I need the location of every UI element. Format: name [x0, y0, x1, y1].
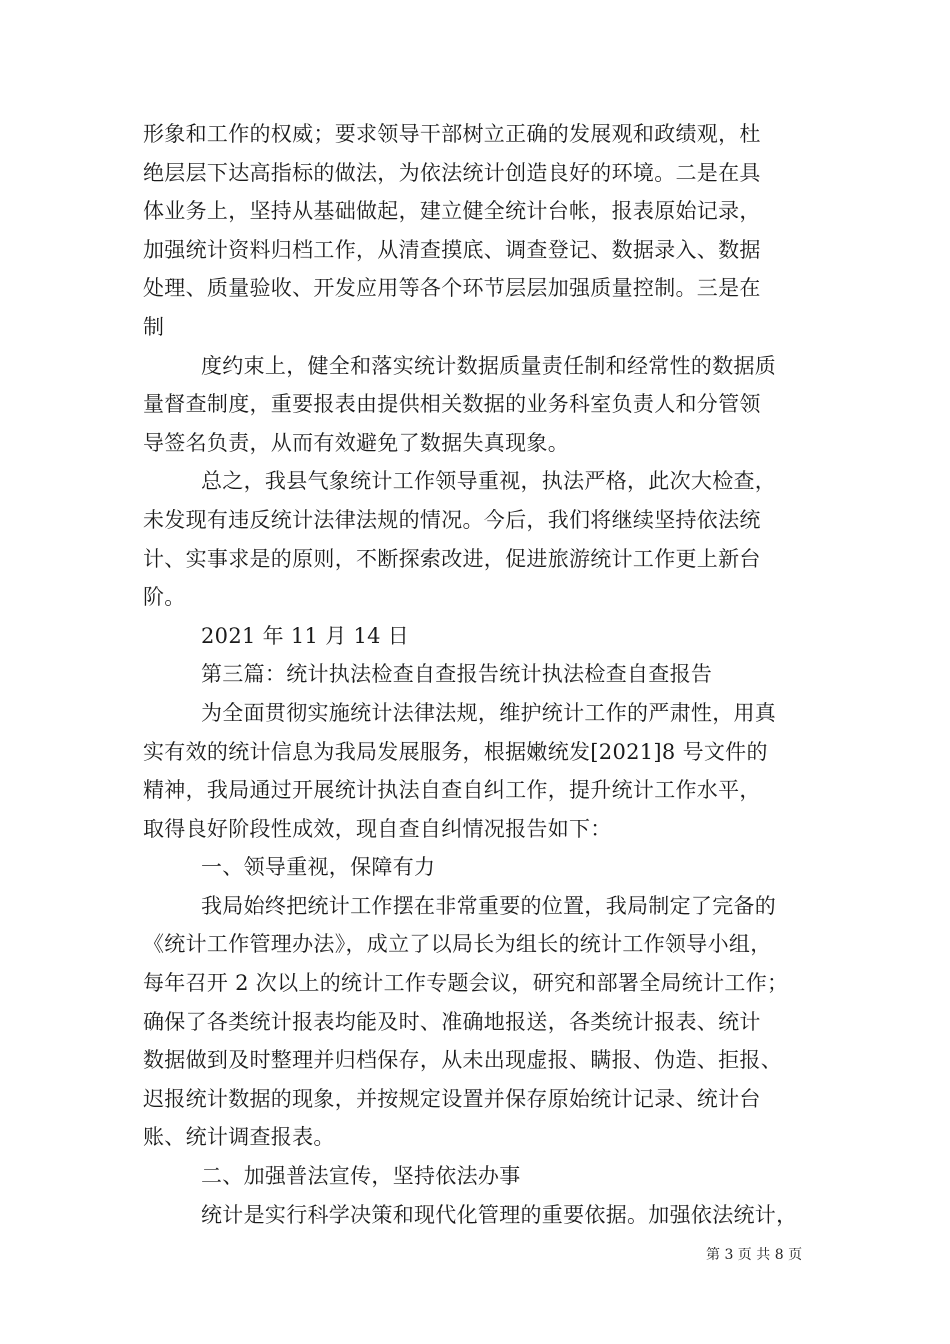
text-line: 一、领导重视，保障有力	[201, 855, 436, 880]
page-number: 第 3 页 共 8 页	[706, 1247, 803, 1263]
text-line: 制	[143, 314, 165, 339]
text-line: 量督查制度，重要报表由提供相关数据的业务科室负责人和分管领	[143, 392, 761, 417]
text-line: 导签名负责，从而有效避免了数据失真现象。	[143, 430, 569, 455]
text-line: 形象和工作的权威；要求领导干部树立正确的发展观和政绩观，杜	[143, 122, 761, 146]
text-line: 绝层层下达高指标的做法，为依法统计创造良好的环境。二是在具	[143, 160, 761, 185]
text-line: 账、统计调查报表。	[143, 1125, 335, 1150]
text-line: 未发现有违反统计法律法规的情况。今后，我们将继续坚持依法统	[143, 507, 761, 532]
text-line: 二、加强普法宣传，坚持依法办事	[201, 1164, 521, 1189]
text-line: 确保了各类统计报表均能及时、准确地报送，各类统计报表、统计	[143, 1009, 761, 1034]
text-line: 度约束上，健全和落实统计数据质量责任制和经常性的数据质	[201, 353, 777, 378]
text-line: 加强统计资料归档工作，从清查摸底、调查登记、数据录入、数据	[143, 237, 761, 262]
text-line: 《统计工作管理办法》，成立了以局长为组长的统计工作领导小组，	[143, 932, 772, 957]
text-line: 第三篇：统计执法检查自查报告统计执法检查自查报告	[201, 662, 713, 687]
text-line: 总之，我县气象统计工作领导重视，执法严格，此次大检查，	[201, 469, 777, 494]
text-line: 阶。	[143, 585, 186, 610]
text-line: 体业务上，坚持从基础做起，建立健全统计台帐，报表原始记录，	[143, 199, 761, 224]
text-line: 数据做到及时整理并归档保存，从未出现虚报、瞒报、伪造、拒报、	[143, 1048, 782, 1073]
text-line: 精神，我局通过开展统计执法自查自纠工作，提升统计工作水平，	[143, 778, 761, 803]
text-line: 迟报统计数据的现象，并按规定设置并保存原始统计记录、统计台	[143, 1086, 761, 1111]
text-line: 为全面贯彻实施统计法律法规，维护统计工作的严肃性，用真	[201, 700, 777, 725]
text-line: 计、实事求是的原则，不断探索改进，促进旅游统计工作更上新台	[143, 546, 761, 571]
text-line: 实有效的统计信息为我局发展服务，根据嫩统发[2021]8 号文件的	[143, 739, 768, 764]
text-line: 我局始终把统计工作摆在非常重要的位置，我局制定了完备的	[201, 893, 777, 918]
text-line: 处理、质量验收、开发应用等各个环节层层加强质量控制。三是在	[143, 276, 761, 301]
text-line: 2021 年 11 月 14 日	[201, 623, 410, 648]
document-body	[143, 115, 833, 1234]
text-line: 每年召开 2 次以上的统计工作专题会议，研究和部署全局统计工作；	[143, 971, 789, 996]
text-line: 统计是实行科学决策和现代化管理的重要依据。加强依法统计，	[201, 1202, 798, 1227]
text-line: 取得良好阶段性成效，现自查自纠情况报告如下：	[143, 816, 612, 841]
